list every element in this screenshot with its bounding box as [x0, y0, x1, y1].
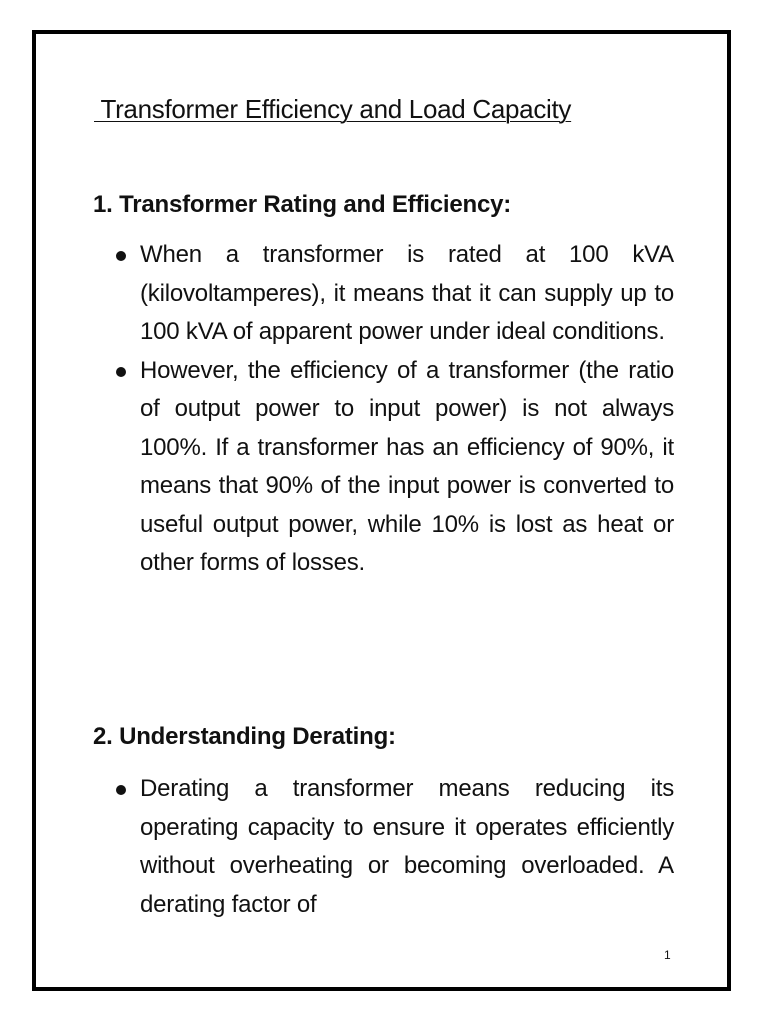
list-item — [140, 236, 674, 352]
bullet-point-icon — [116, 367, 126, 377]
section-heading-derating: 2. Understanding Derating: — [93, 723, 396, 750]
bullet-point-icon — [116, 785, 126, 795]
document-title: Transformer Efficiency and Load Capacity — [94, 94, 572, 124]
page-number: 1 — [664, 948, 671, 962]
bullet-list-derating — [140, 770, 674, 924]
bullet-list-rating-efficiency — [140, 236, 674, 583]
bullet-point-icon — [116, 251, 126, 261]
list-item — [140, 352, 674, 583]
bullet-text: However, the efficiency of a transformer (the ratio of output power to input power) is not always 100%. If a transformer has an efficiency of 90%, it means that 90% of the input power is converted to useful output power, while 10% is lost as heat or other forms of losses. — [140, 356, 674, 576]
section-heading-rating-efficiency: 1. Transformer Rating and Efficiency: — [93, 191, 512, 218]
list-item — [140, 770, 674, 924]
bullet-text: Derating a transformer means reducing its operating capacity to ensure it operates efficiently without overheating or becoming overloaded. A derating factor of — [140, 775, 674, 918]
bullet-text: When a transformer is rated at 100 kVA (kilovoltamperes), it means that it can supply up to 100 kVA of apparent power under ideal conditions. — [140, 241, 674, 345]
